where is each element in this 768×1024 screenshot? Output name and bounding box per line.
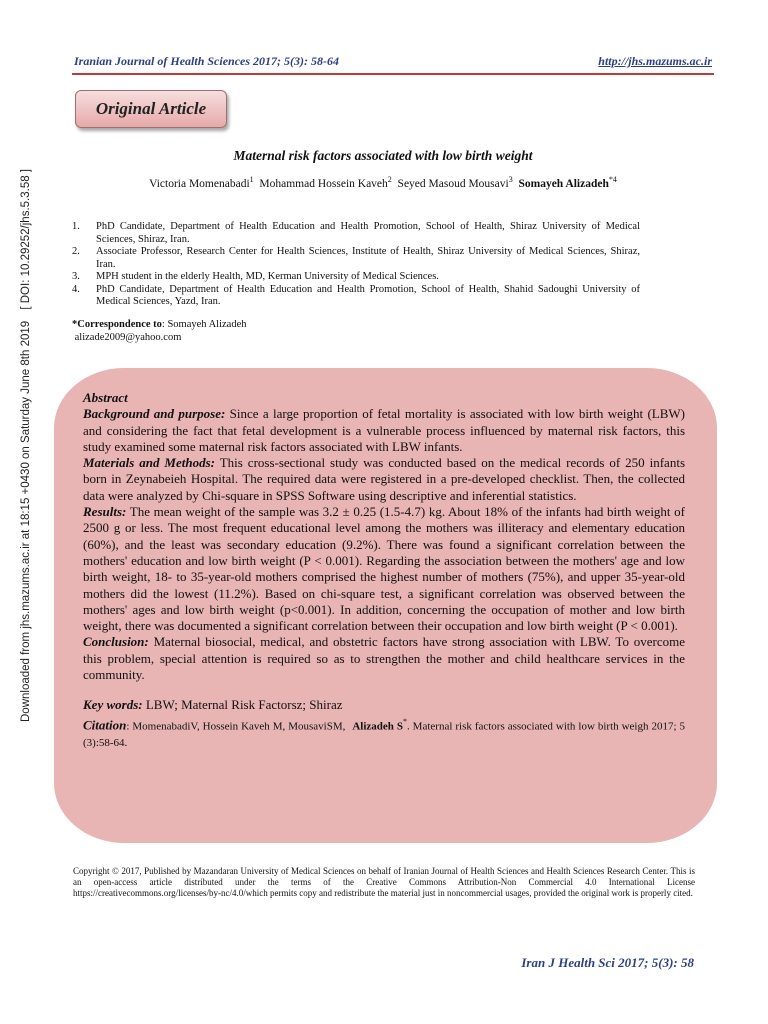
keywords-line: Key words: LBW; Maternal Risk Factorsz; Shiraz	[83, 697, 343, 713]
affiliation-item: 3. MPH student in the elderly Health, MD, Kerman University of Medical Sciences.	[72, 271, 439, 282]
abstract-conclusion-paragraph: Conclusion: Maternal biosocial, medical, and obstetric factors have strong association with LBW. To overcome this problem, special attention is required so as to strengthen the mother and child healthcare services in the community.	[83, 634, 686, 683]
article-type-badge	[75, 90, 227, 128]
header-rule	[72, 73, 714, 75]
page-footer-citation: Iran J Health Sci 2017; 5(3): 58	[521, 955, 694, 970]
affiliation-list	[72, 221, 640, 309]
abstract-results-paragraph: Results: The mean weight of the sample was 3.2 ± 0.25 (1.5-4.7) kg. About 18% of the infants had birth weight of 2500 g or less. The most frequent educational level among the mothers was illiteracy and elementary education (60%), and the least was secondary education (9.2%). There was found a significant correlation between the mothers' education and low birth weight (P < 0.001). Regarding the association between the mothers' age and low birth weight, 18- to 35-year-old mothers comprised the highest number of mothers (75%), and upper 35-year-old mothers did the lowest (11.2%). Based on chi-square test, a significant correlation was observed between the mothers' ages and low birth weight (p<0.001). In addition, concerning the occupation of mother and low birth weight, there was documented a significant correlation between their occupation and low birth weight (P < 0.001).	[83, 504, 686, 634]
author-name: Mohammad Hossein Kaveh	[259, 177, 388, 190]
correspondence-name: : Somayeh Alizadeh	[161, 319, 247, 330]
author-affil-sup: 3	[508, 175, 513, 184]
abstract-section	[83, 390, 685, 751]
doi-stamp: [ DOI: 10.29252/jhs.5.3.58 ]	[20, 168, 32, 310]
author-name: Victoria Momenabadi	[149, 177, 250, 190]
correspondence-block	[72, 318, 247, 344]
affiliation-item: 2. Associate Professor, Research Center for Health Sciences, Institute of Health, Shiraz University of Medical Sciences, Shiraz, Iran.	[72, 246, 640, 270]
article-type-label: Original Article	[95, 99, 207, 118]
author-affil-sup: 2	[387, 175, 392, 184]
author-affil-sup: *4	[608, 175, 617, 184]
journal-header: Iranian Journal of Health Sciences 2017; 5(3): 58-64	[74, 54, 340, 68]
author-name: Seyed Masoud Mousavi	[397, 177, 509, 190]
correspondence-email[interactable]: alizade2009@yahoo.com	[74, 332, 182, 343]
abstract-heading: Abstract	[83, 390, 128, 405]
author-affil-sup: 1	[249, 175, 254, 184]
affiliation-item: 4. PhD Candidate, Department of Health Education and Health Promotion, School of Health, Shahid Sadoughi University of Medical Sciences, Yazd, Iran.	[72, 283, 640, 307]
author-line	[72, 175, 694, 190]
abstract-methods-paragraph: Materials and Methods: This cross-sectional study was conducted based on the medical records of 250 infants born in Zeynabeieh Hospital. The required data were registered in a pre-developed checklist. Then, the collected data were analyzed by Chi-square in SPSS Software using descriptive and inferential statistics.	[83, 455, 686, 503]
abstract-background-paragraph: Background and purpose: Since a large proportion of fetal mortality is associated with low birth weight (LBW) and considering the fact that fetal development is a vulnerable process influenced by maternal risk factors, this study examined some maternal risk factors associated with LBW infants.	[83, 406, 686, 454]
side-download-note	[8, 110, 32, 730]
download-stamp: Downloaded from jhs.mazums.ac.ir at 18:15 +0430 on Saturday June 8th 2019	[20, 320, 32, 722]
citation-line: Citation: MomenabadiV, Hossein Kaveh M, MousaviSM, Alizadeh S*. Maternal risk factors associated with low birth weigh 2017; 5 (3):58-64.	[83, 716, 685, 749]
journal-url-link[interactable]: http://jhs.mazums.ac.ir	[598, 54, 712, 68]
correspondence-label: *Correspondence to	[72, 319, 162, 330]
copyright-notice: Copyright © 2017, Published by Mazandaran University of Medical Sciences on behalf of Iranian Journal of Health Sciences and Health Sciences Research Center. This is an open-access article distributed under the terms of the Creative Commons Attribution-Non Commercial 4.0 International License https://creativecommons.org/licenses/by-nc/4.0/which permits copy and redistribute the material just in noncommercial usages, provided the original work is properly cited.	[73, 866, 695, 898]
affiliation-item: 1. PhD Candidate, Department of Health Education and Health Promotion, School of Health, Shiraz University of Medical Sciences, Shiraz, Iran.	[72, 221, 640, 245]
corresponding-author-name: Somayeh Alizadeh	[518, 177, 609, 190]
article-title: Maternal risk factors associated with low birth weight	[233, 148, 533, 163]
